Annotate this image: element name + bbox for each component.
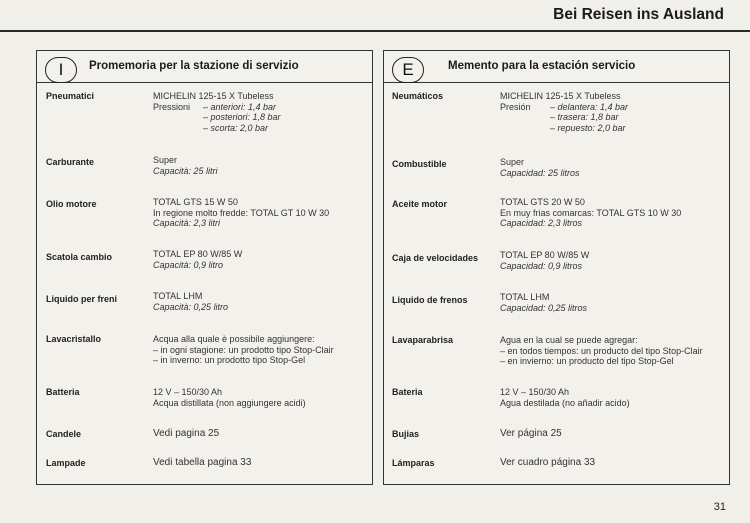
pressure-spare: – repuesto: 2,0 bar [550,122,626,133]
pressure-list [203,102,281,134]
value-line: Vedi tabella pagina 33 [153,457,252,468]
spanish-panel [383,50,730,485]
row-value [500,157,726,178]
row-value [500,197,726,229]
value-capacity: Capacidad: 0,25 litros [500,302,588,313]
value-capacity: Capacità: 25 litri [153,165,218,176]
row-value [500,429,726,440]
value-line: 12 V – 150/30 Ah [500,387,570,397]
value-line: TOTAL GTS 20 W 50 [500,197,585,207]
value-line: En muy frias comarcas: TOTAL GTS 10 W 30 [500,207,682,218]
italian-language-badge: I [45,57,77,83]
row-value [153,429,369,440]
value-line: Ver cuadro página 33 [500,457,596,468]
value-line: TOTAL LHM [500,292,550,302]
value-line: Vedi pagina 25 [153,428,220,439]
row-label: Liquido per freni [46,294,117,304]
value-capacity: Capacità: 0,25 litro [153,301,229,312]
value-capacity: Capacità: 2,3 litri [153,218,221,228]
value-line: Acqua alla quale è possibile aggiungere: [153,334,315,344]
value-capacity: Capacidad: 2,3 litros [500,218,583,228]
spanish-panel-title: Memento para la estación servicio [448,60,636,72]
row-label: Candele [46,429,82,439]
row-value [500,458,726,469]
italian-panel-header [37,51,372,83]
value-line: Super [153,155,178,165]
pressure-label: Pressioni [153,101,191,112]
italian-panel-title: Promemoria per la stazione di servizio [89,60,299,72]
row-label: Batteria [46,387,80,397]
row-label: Lampade [46,458,86,468]
value-line: 12 V – 150/30 Ah [153,387,223,397]
value-line: TOTAL EP 80 W/85 W [500,250,590,260]
pressure-block [153,102,369,134]
row-label: Lavacristallo [46,334,102,344]
header-rule [0,30,750,32]
value-line: – in inverno: un prodotto tipo Stop-Gel [153,355,306,365]
row-value [500,387,726,408]
row-value [153,249,369,270]
row-label: Pneumatici [46,91,95,101]
row-label: Neumáticos [392,91,444,101]
italian-panel [36,50,373,485]
spanish-language-badge: E [392,57,424,83]
row-label: Bujias [392,429,420,439]
value-line: TOTAL EP 80 W/85 W [153,249,243,259]
row-value [153,458,369,469]
value-line: Acqua distillata (non aggiungere acidi) [153,397,306,408]
value-line: – in ogni stagione: un prodotto tipo Stop-Clair [153,344,334,355]
row-value [500,335,726,367]
row-label: Lavaparabrisa [392,335,454,345]
page-header-title: Bei Reisen ins Ausland [553,6,724,23]
pressure-rear: – posteriori: 1,8 bar [203,112,281,122]
row-value [500,250,726,271]
value-line: MICHELIN 125-15 X Tubeless [153,91,274,101]
row-label: Combustible [392,159,447,169]
row-label: Aceite motor [392,199,448,209]
pressure-spare: – scorta: 2,0 bar [203,122,269,133]
pressure-list [550,102,628,134]
row-value [153,91,369,133]
value-line: Ver página 25 [500,428,562,439]
value-capacity: Capacità: 0,9 litro [153,259,224,270]
row-label: Olio motore [46,199,97,209]
pressure-block [500,102,726,134]
value-line: Super [500,157,525,167]
row-label: Liquido de frenos [392,295,468,305]
page-number: 31 [713,501,726,513]
value-line: Agua en la cual se puede agregar: [500,335,638,345]
pressure-front: – delantera: 1,4 bar [550,101,629,112]
row-value [153,155,369,176]
row-label: Scatola cambio [46,252,113,262]
value-line: Agua destilada (no añadir acido) [500,397,630,408]
row-value [153,197,369,229]
row-label: Lámparas [392,458,435,468]
row-label: Caja de velocidades [392,253,479,263]
value-line: TOTAL GTS 15 W 50 [153,197,238,207]
value-line: – en invierno: un producto del tipo Stop-Gel [500,356,674,366]
row-label: Carburante [46,157,95,167]
value-capacity: Capacidad: 0,9 litros [500,260,583,271]
row-value [500,292,726,313]
spanish-panel-header [384,51,729,83]
value-capacity: Capacidad: 25 litros [500,167,580,178]
value-line: In regione molto fredde: TOTAL GT 10 W 30 [153,207,330,218]
row-value [153,387,369,408]
value-line: TOTAL LHM [153,291,203,301]
row-value [153,291,369,312]
pressure-rear: – trasera: 1,8 bar [550,112,619,122]
pressure-label: Presión [500,101,531,112]
row-value [500,91,726,133]
value-line: – en todos tiempos: un producto del tipo Stop-Clair [500,345,703,356]
value-line: MICHELIN 125-15 X Tubeless [500,91,621,101]
row-value [153,334,369,366]
pressure-front: – anteriori: 1,4 bar [203,101,277,112]
row-label: Bateria [392,387,423,397]
